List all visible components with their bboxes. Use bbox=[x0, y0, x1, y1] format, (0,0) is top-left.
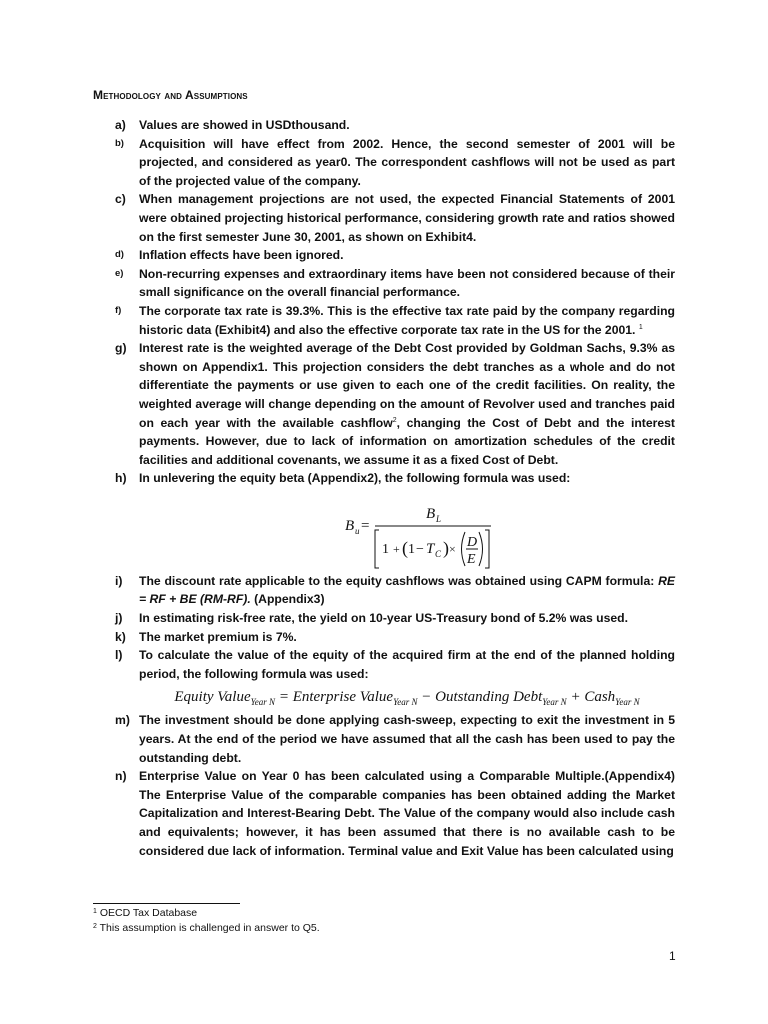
list-item-n bbox=[115, 767, 675, 860]
item-text: Interest rate is the weighted average of the Debt Cost provided by Goldman Sachs, 9.3% as shown on Appendix1. This projection considers the debt tranches as a whole and do not differentiate the payments or use given to each one of the credit facilities. On reality, the weighted average will change depending on the amount of Revolver used and tranches paid on each year with the available cashflow bbox=[139, 341, 675, 430]
minus-sign: − bbox=[421, 689, 432, 706]
footnote-text: This assumption is challenged in answer to Q5. bbox=[99, 922, 320, 934]
item-text: Enterprise Value on Year 0 has been calculated using a Comparable Multiple.(Appendix4) The Enterprise Value of the comparable companies has been obtained adding the Market Capitalization and Interest-Bearing Debt. The Value of the company would also include cash and equivalents; however, it has been assumed that there is no available cash to be considered due lack of information. Terminal value and Exit Value has been calculated using bbox=[139, 769, 675, 858]
plus-sign: + bbox=[570, 689, 581, 706]
item-text: The corporate tax rate is 39.3%. This is the effective tax rate paid by the company regarding historic data (Exhibit4) and also the effective corporate tax rate in the US for the 2001. bbox=[139, 303, 675, 337]
left-paren: ( bbox=[402, 537, 408, 558]
item-text: Non-recurring expenses and extraordinary items have been not considered because of their small significance on the overall financial performance. bbox=[139, 266, 675, 300]
item-label: a) bbox=[115, 118, 126, 132]
equity-value-formula bbox=[139, 683, 675, 711]
item-label: k) bbox=[115, 629, 126, 644]
item-text-continued: , changing the Cost of Debt and the interest payments. However, due to lack of information on amortization schedules of the credit facilities and additional covenants, we assume it as a fixed Cost of Debt. bbox=[139, 415, 675, 467]
list-item-k bbox=[115, 628, 675, 647]
list-item-g bbox=[115, 339, 675, 469]
section-heading: Methodology and Assumptions bbox=[93, 88, 248, 102]
times-sign: × bbox=[449, 541, 456, 556]
footnote-ref[interactable]: 1 bbox=[638, 323, 643, 331]
left-bracket bbox=[375, 530, 379, 568]
item-label: i) bbox=[115, 573, 123, 588]
tax-t: T bbox=[426, 540, 435, 557]
item-text: In unlevering the equity beta (Appendix2), the following formula was used: bbox=[139, 471, 571, 486]
footnote-divider bbox=[93, 903, 240, 904]
year-n-sub: Year N bbox=[393, 697, 418, 708]
enterprise-value-term: Enterprise Value bbox=[292, 689, 394, 706]
year-n-sub: Year N bbox=[615, 697, 640, 708]
item-label: j) bbox=[115, 611, 123, 626]
list-item-d bbox=[115, 246, 675, 265]
item-label: d) bbox=[115, 249, 124, 261]
item-text-continued: (Appendix3) bbox=[250, 592, 325, 607]
item-text: The market premium is 7%. bbox=[139, 629, 297, 644]
year-n-sub: Year N bbox=[250, 697, 276, 708]
footnote-1 bbox=[93, 907, 197, 920]
item-text: The investment should be done applying cash-sweep, expecting to exit the investment in 5 years. At the end of the period we have assumed that all the cash has been used to pay the outstanding debt. bbox=[139, 713, 675, 765]
item-text: Acquisition will have effect from 2002. Hence, the second semester of 2001 will be projected, and considered as year0. The correspondent cashflows will not be used as part of the projected value of the company. bbox=[139, 136, 675, 188]
item-label: f) bbox=[115, 304, 122, 316]
big-left-paren bbox=[462, 532, 466, 566]
equity-value-term: Equity Value bbox=[174, 689, 251, 706]
tax-sub: C bbox=[435, 548, 442, 559]
footnote-ref[interactable]: 2 bbox=[392, 416, 397, 424]
right-paren: ) bbox=[443, 537, 449, 558]
footnote-text: OECD Tax Database bbox=[99, 907, 198, 919]
formula-graphic bbox=[139, 488, 675, 572]
numerator-sub: L bbox=[436, 513, 442, 524]
capm-formula: RE = RF + BE (RM-RF). bbox=[139, 573, 675, 607]
page-number: 1 bbox=[669, 949, 676, 963]
list-item-f bbox=[115, 302, 675, 339]
item-label: l) bbox=[115, 648, 123, 663]
big-right-paren bbox=[479, 532, 483, 566]
footnote-mark: 2 bbox=[93, 923, 97, 930]
footnote-mark: 1 bbox=[93, 908, 97, 915]
item-text: The discount rate applicable to the equity cashflows was obtained using CAPM formula: bbox=[139, 573, 659, 588]
list-item-j bbox=[115, 609, 675, 628]
list-item-e bbox=[115, 265, 675, 302]
unlevered-beta-formula bbox=[139, 488, 675, 572]
ratio-e: E bbox=[467, 551, 476, 567]
list-item-l bbox=[115, 646, 675, 683]
equals-sign: = bbox=[361, 517, 370, 534]
item-text: Inflation effects have been ignored. bbox=[139, 248, 344, 263]
footnote-2 bbox=[93, 922, 320, 935]
minus-sign: − bbox=[416, 541, 424, 557]
ratio-d: D bbox=[467, 534, 478, 550]
item-label: c) bbox=[115, 192, 126, 207]
numerator-b: B bbox=[426, 505, 436, 522]
item-label: n) bbox=[115, 769, 127, 784]
item-label: b) bbox=[115, 137, 124, 149]
equals-sign: = bbox=[278, 689, 289, 706]
item-label: g) bbox=[115, 341, 127, 356]
list-item-c bbox=[115, 190, 675, 246]
list-item-a bbox=[115, 116, 675, 135]
list-item-m bbox=[115, 711, 675, 767]
item-text: When management projections are not used, the expected Financial Statements of 2001 were obtained projecting historical performance, considering growth rate and ratios showed on the first semester June 30, 2001, as shown on Exhibit4. bbox=[139, 192, 675, 244]
outstanding-debt-term: Outstanding Debt bbox=[435, 689, 543, 706]
item-text: To calculate the value of the equity of the acquired firm at the end of the planned holding period, the following formula was used: bbox=[139, 648, 675, 681]
lhs-sub: u bbox=[355, 525, 360, 536]
year-n-sub: Year N bbox=[542, 697, 567, 708]
term-one: 1 bbox=[382, 541, 389, 557]
assumptions-list bbox=[115, 116, 675, 860]
item-text: Values are showed in USDthousand. bbox=[139, 118, 350, 132]
list-item-h bbox=[115, 469, 675, 488]
item-label: m) bbox=[115, 713, 130, 728]
list-item-b bbox=[115, 135, 675, 191]
cash-term: Cash bbox=[584, 689, 616, 706]
term-one-inner: 1 bbox=[408, 541, 415, 557]
item-text: In estimating risk-free rate, the yield on 10-year US-Treasury bond of 5.2% was used. bbox=[139, 611, 629, 626]
lhs-b: B bbox=[345, 517, 355, 534]
list-item-i bbox=[115, 572, 675, 609]
item-label: h) bbox=[115, 471, 127, 486]
item-label: e) bbox=[115, 267, 124, 279]
right-bracket bbox=[485, 530, 489, 568]
plus-sign: + bbox=[393, 541, 400, 556]
